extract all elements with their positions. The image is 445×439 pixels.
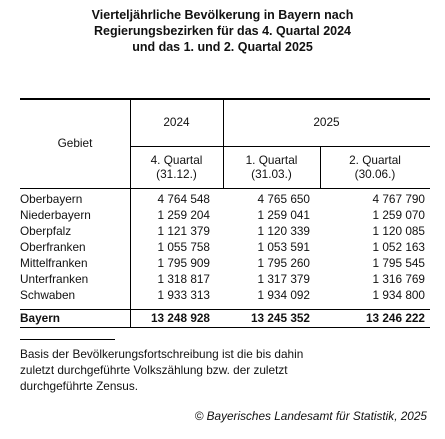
row-name: Schwaben xyxy=(20,288,76,302)
footnote-line-2: zuletzt durchgeführte Volkszählung bzw. der zuletzt xyxy=(20,363,288,377)
col1-header-line-1: 4. Quartal xyxy=(150,153,203,167)
total-q4-2024: 13 248 928 xyxy=(150,311,210,325)
header-bottom-rule xyxy=(20,188,430,189)
table-bottom-rule xyxy=(20,327,430,328)
title-line-3: und das 1. und 2. Quartal 2025 xyxy=(132,40,313,54)
row-q1-2025: 1 259 041 xyxy=(257,208,310,222)
col3-header xyxy=(320,153,430,181)
total-q2-2025: 13 246 222 xyxy=(365,311,425,325)
title-line-2: Regierungsbezirken für das 4. Quartal 2024 xyxy=(93,24,352,38)
row-q4-2024: 4 764 548 xyxy=(157,192,210,206)
row-q1-2025: 1 053 591 xyxy=(257,240,310,254)
col1-header xyxy=(130,153,223,181)
row-q1-2025: 4 765 650 xyxy=(257,192,310,206)
col2-header-line-2: (31.03.) xyxy=(251,167,292,181)
footnote-rule xyxy=(20,339,115,340)
col1-header-line-2: (31.12.) xyxy=(156,167,197,181)
row-name: Oberbayern xyxy=(20,192,83,206)
footnote-line-1: Basis der Bevölkerungsfortschreibung ist die bis dahin xyxy=(20,347,304,361)
year-2025-header: 2025 xyxy=(313,115,340,129)
row-q1-2025: 1 934 092 xyxy=(257,288,310,302)
row-name: Oberpfalz xyxy=(20,224,72,238)
row-q1-2025: 1 317 379 xyxy=(257,272,310,286)
stub-header: Gebiet xyxy=(57,136,93,150)
row-q2-2025: 1 259 070 xyxy=(372,208,425,222)
row-q1-2025: 1 120 339 xyxy=(257,224,310,238)
row-name: Oberfranken xyxy=(20,240,86,254)
total-name: Bayern xyxy=(20,311,60,325)
row-q2-2025: 1 052 163 xyxy=(372,240,425,254)
col3-header-line-1: 2. Quartal xyxy=(349,153,401,167)
col2-header-line-1: 1. Quartal xyxy=(245,153,298,167)
col2-header xyxy=(223,153,320,181)
year-divider-rule xyxy=(130,146,430,147)
row-q4-2024: 1 795 909 xyxy=(157,256,210,270)
row-q4-2024: 1 055 758 xyxy=(157,240,210,254)
col3-header-line-2: (30.06.) xyxy=(354,167,396,181)
row-name: Unterfranken xyxy=(20,272,89,286)
year-2024-header: 2024 xyxy=(163,115,190,129)
row-q4-2024: 1 318 817 xyxy=(157,272,210,286)
row-q4-2024: 1 259 204 xyxy=(157,208,210,222)
row-q2-2025: 1 316 769 xyxy=(372,272,425,286)
row-q2-2025: 1 120 085 xyxy=(372,224,425,238)
table-top-rule xyxy=(20,98,430,100)
row-q2-2025: 1 795 545 xyxy=(372,256,425,270)
row-q4-2024: 1 933 313 xyxy=(157,288,210,302)
row-name: Niederbayern xyxy=(20,208,91,222)
row-q1-2025: 1 795 260 xyxy=(257,256,310,270)
table-title xyxy=(0,7,445,55)
row-q2-2025: 1 934 800 xyxy=(372,288,425,302)
title-line-1: Vierteljährliche Bevölkerung in Bayern nach xyxy=(91,8,354,22)
footnote-line-3: durchgeführte Zensus. xyxy=(20,379,139,393)
total-top-rule xyxy=(20,309,430,310)
total-q1-2025: 13 245 352 xyxy=(250,311,310,325)
row-q4-2024: 1 121 379 xyxy=(157,224,210,238)
row-q2-2025: 4 767 790 xyxy=(372,192,425,206)
copyright-notice: © Bayerisches Landesamt für Statistik, 2025 xyxy=(194,409,427,423)
row-name: Mittelfranken xyxy=(20,256,88,270)
